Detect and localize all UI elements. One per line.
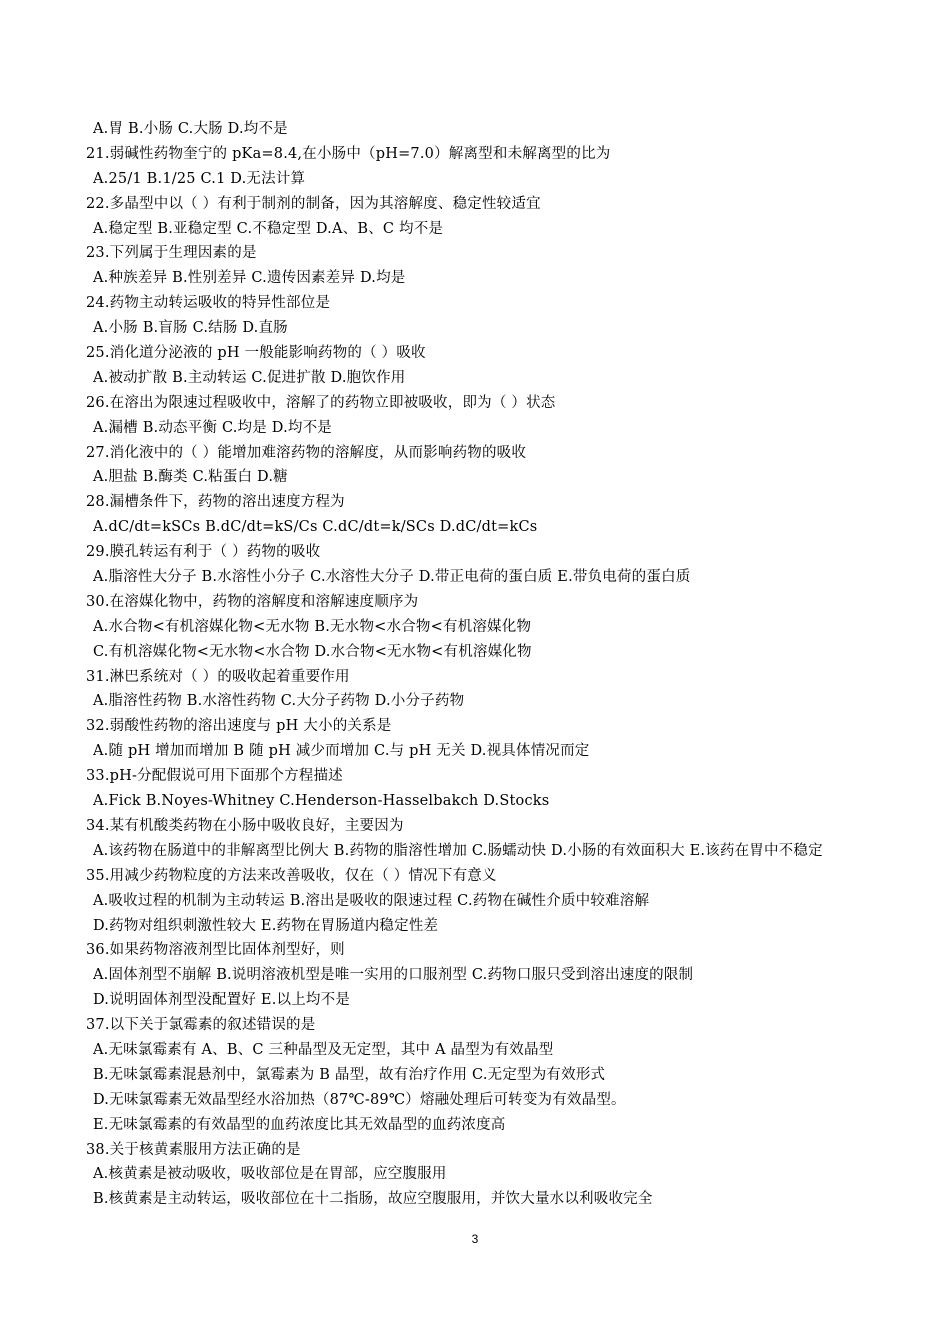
answer-options: B.核黄素是主动转运，吸收部位在十二指肠，故应空腹服用，并饮大量水以利吸收完全 bbox=[93, 1191, 653, 1208]
answer-options: A.稳定型 B.亚稳定型 C.不稳定型 D.A、B、C 均不是 bbox=[93, 220, 444, 237]
answer-options: A.脂溶性药物 B.水溶性药物 C.大分子药物 D.小分子药物 bbox=[93, 693, 465, 710]
answer-options: D.说明固体剂型没配置好 E.以上均不是 bbox=[93, 992, 351, 1009]
page-number: 3 bbox=[471, 1232, 479, 1246]
answer-options: A.dC/dt=kSCs B.dC/dt=kS/Cs C.dC/dt=k/SCs D.dC/dt=kCs bbox=[93, 519, 538, 536]
question-text: 36.如果药物溶液剂型比固体剂型好，则 bbox=[86, 942, 345, 959]
answer-options: A.胃 B.小肠 C.大肠 D.均不是 bbox=[93, 121, 288, 137]
answer-options: A.Fick B.Noyes-Whitney C.Henderson-Hasselbakch D.Stocks bbox=[93, 793, 550, 810]
answer-options: B.无味氯霉素混悬剂中，氯霉素为 B 晶型，故有治疗作用 C.无定型为有效形式 bbox=[93, 1066, 606, 1083]
question-text: 24.药物主动转运吸收的特异性部位是 bbox=[86, 295, 331, 312]
answer-options: A.漏槽 B.动态平衡 C.均是 D.均不是 bbox=[93, 419, 332, 436]
question-text: 28.漏槽条件下，药物的溶出速度方程为 bbox=[86, 494, 345, 511]
question-text: 23.下列属于生理因素的是 bbox=[86, 245, 257, 262]
answer-options: E.无味氯霉素的有效晶型的血药浓度比其无效晶型的血药浓度高 bbox=[93, 1116, 506, 1133]
answer-options: C.有机溶媒化物<无水物<水合物 D.水合物<无水物<有机溶媒化物 bbox=[93, 643, 532, 660]
answer-options: A.无味氯霉素有 A、B、C 三种晶型及无定型，其中 A 晶型为有效晶型 bbox=[93, 1041, 554, 1058]
question-text: 37.以下关于氯霉素的叙述错误的是 bbox=[86, 1017, 316, 1034]
answer-options: A.25/1 B.1/25 C.1 D.无法计算 bbox=[93, 170, 306, 187]
question-text: 22.多晶型中以（ ）有利于制剂的制备，因为其溶解度、稳定性较适宜 bbox=[86, 195, 541, 212]
answer-options: A.固体剂型不崩解 B.说明溶液机型是唯一实用的口服剂型 C.药物口服只受到溶出速度的限制 bbox=[93, 967, 694, 984]
question-text: 21.弱碱性药物奎宁的 pKa=8.4,在小肠中（pH=7.0）解离型和未解离型的比为 bbox=[86, 145, 611, 162]
answer-options: A.随 pH 增加而增加 B 随 pH 减少而增加 C.与 pH 无关 D.视具体情况而定 bbox=[93, 743, 590, 760]
answer-options: A.被动扩散 B.主动转运 C.促进扩散 D.胞饮作用 bbox=[93, 369, 406, 386]
question-text: 26.在溶出为限速过程吸收中，溶解了的药物立即被吸收，即为（ ）状态 bbox=[86, 394, 556, 411]
answer-options: A.种族差异 B.性别差异 C.遗传因素差异 D.均是 bbox=[93, 270, 406, 287]
question-text: 33.pH-分配假说可用下面那个方程描述 bbox=[86, 768, 343, 785]
answer-options: A.核黄素是被动吸收，吸收部位是在胃部，应空腹服用 bbox=[93, 1166, 447, 1183]
question-text: 29.膜孔转运有利于（ ）药物的吸收 bbox=[86, 544, 321, 561]
answer-options: D.药物对组织刺激性较大 E.药物在胃肠道内稳定性差 bbox=[93, 917, 439, 934]
question-list bbox=[86, 117, 936, 1212]
answer-options: A.胆盐 B.酶类 C.粘蛋白 D.糖 bbox=[93, 469, 288, 486]
question-text: 31.淋巴系统对（ ）的吸收起着重要作用 bbox=[86, 668, 350, 685]
answer-options: A.脂溶性大分子 B.水溶性小分子 C.水溶性大分子 D.带正电荷的蛋白质 E.带负电荷的蛋白质 bbox=[93, 569, 691, 586]
answer-options: A.水合物<有机溶媒化物<无水物 B.无水物<水合物<有机溶媒化物 bbox=[93, 618, 532, 635]
answer-options: A.该药物在肠道中的非解离型比例大 B.药物的脂溶性增加 C.肠蠕动快 D.小肠的有效面积大 E.该药在胃中不稳定 bbox=[93, 842, 823, 859]
answer-options: A.吸收过程的机制为主动转运 B.溶出是吸收的限速过程 C.药物在碱性介质中较难溶解 bbox=[93, 892, 650, 909]
question-text: 32.弱酸性药物的溶出速度与 pH 大小的关系是 bbox=[86, 718, 392, 735]
question-text: 27.消化液中的（ ）能增加难溶药物的溶解度，从而影响药物的吸收 bbox=[86, 444, 527, 461]
question-text: 35.用减少药物粒度的方法来改善吸收，仅在（ ）情况下有意义 bbox=[86, 867, 497, 884]
question-text: 38.关于核黄素服用方法正确的是 bbox=[86, 1141, 301, 1158]
question-text: 34.某有机酸类药物在小肠中吸收良好，主要因为 bbox=[86, 817, 404, 834]
question-text: 25.消化道分泌液的 pH 一般能影响药物的（ ）吸收 bbox=[86, 345, 426, 362]
answer-options: D.无味氯霉素无效晶型经水浴加热（87℃-89℃）熔融处理后可转变为有效晶型。 bbox=[93, 1091, 626, 1108]
answer-options: A.小肠 B.盲肠 C.结肠 D.直肠 bbox=[93, 320, 288, 337]
question-text: 30.在溶媒化物中，药物的溶解度和溶解速度顺序为 bbox=[86, 593, 419, 610]
